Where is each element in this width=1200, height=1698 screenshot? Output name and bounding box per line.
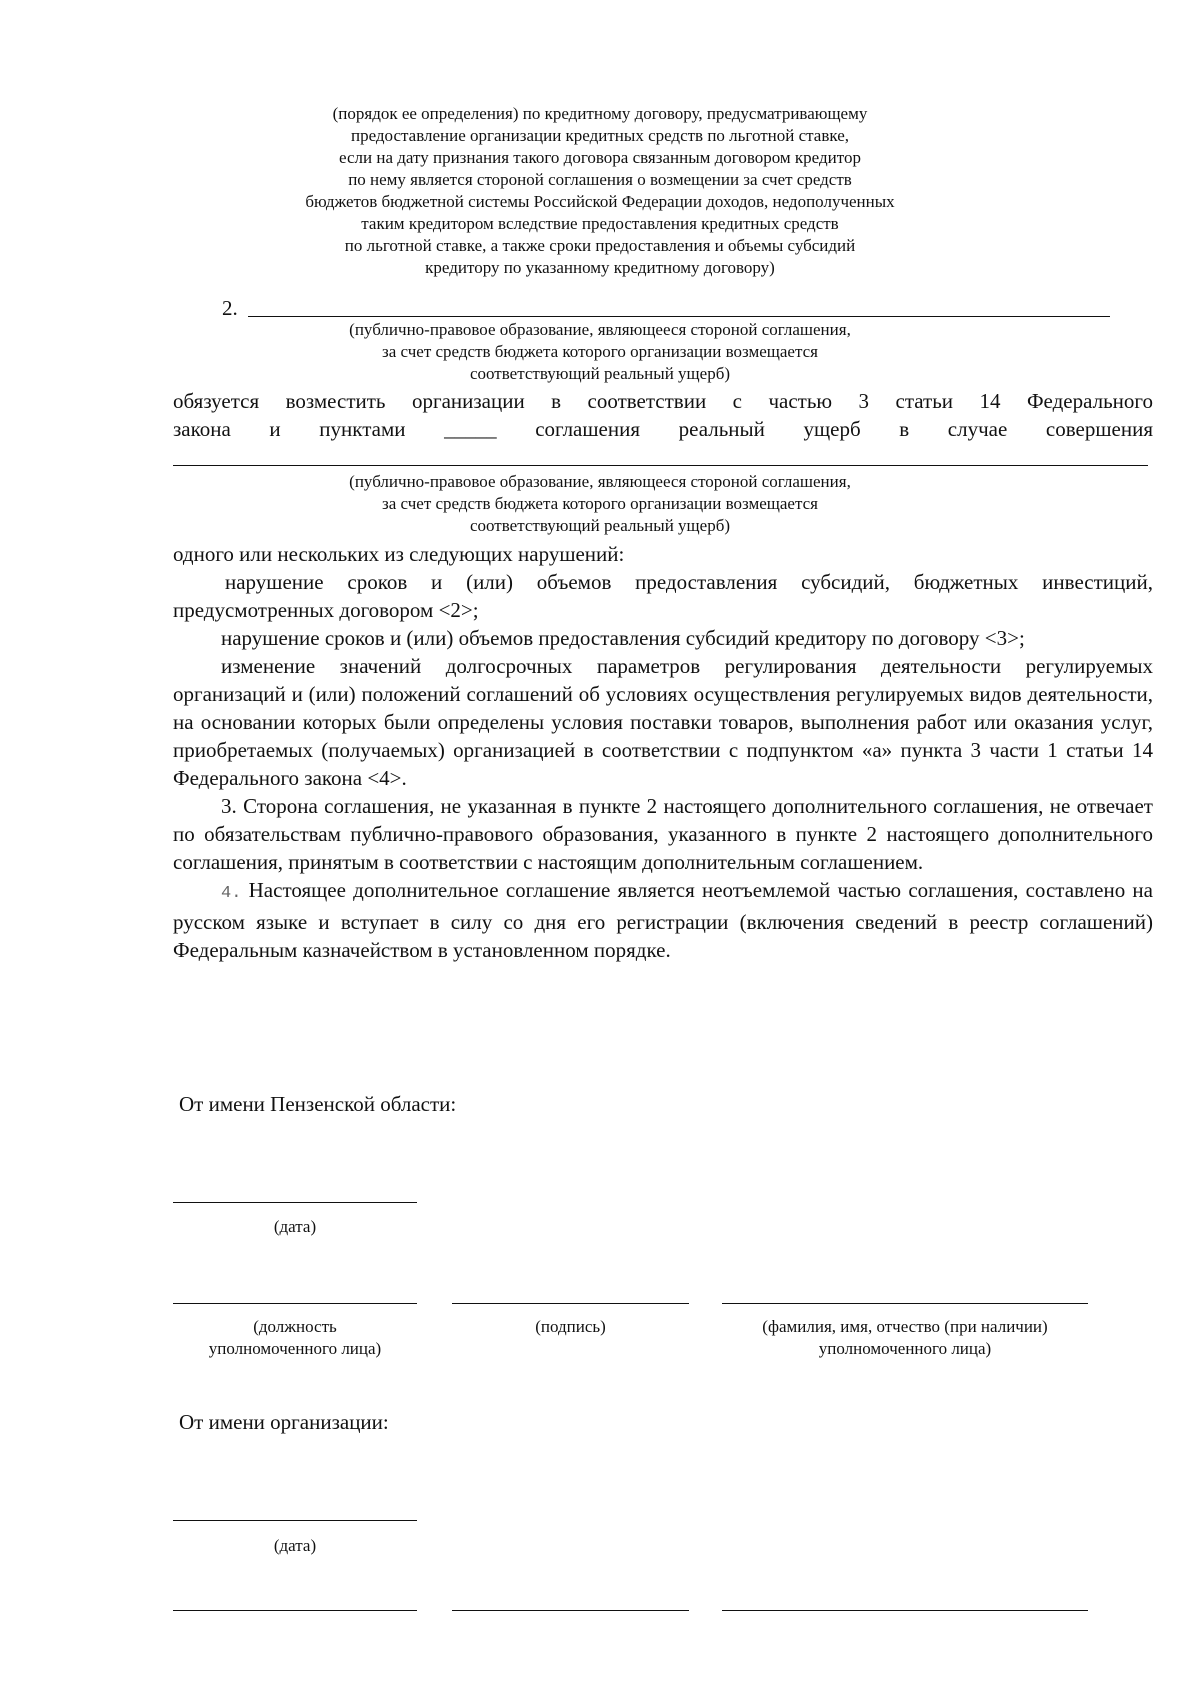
top-caption-line: таким кредитором вследствие предоставления кредитных средств <box>361 214 839 233</box>
violation-1: нарушение сроков и (или) объемов предоставления субсидий, бюджетных инвестиций, предусмотренных договором <2>; <box>173 570 1153 622</box>
top-caption-line: предоставление организации кредитных средств по льготной ставке, <box>350 126 850 145</box>
violation-2: нарушение сроков и (или) объемов предоставления субсидий кредитору по договору <3>; <box>221 626 1025 650</box>
obligation-line-1: обязуется возместить организации в соответствии с частью 3 статьи 14 Федерального <box>173 389 1153 413</box>
org-date-caption: (дата) <box>273 1536 317 1555</box>
org-position-line[interactable] <box>173 1610 417 1611</box>
item2-blank-line[interactable] <box>248 316 1110 317</box>
body-text <box>173 540 1153 964</box>
caption-public-entity-2 <box>340 471 860 537</box>
region-signature-line[interactable] <box>452 1303 689 1304</box>
org-name-line[interactable] <box>722 1610 1088 1611</box>
obligation-line-2: закона и пунктами _____ соглашения реальный ущерб в случае совершения <box>173 417 1153 441</box>
clause-4 <box>173 876 1153 964</box>
sign-heading-region: От имени Пензенской области: <box>179 1092 457 1116</box>
caption-line: (должность <box>253 1317 337 1336</box>
region-signature-caption: (подпись) <box>535 1317 606 1336</box>
region-name-line[interactable] <box>722 1303 1088 1304</box>
caption-line: за счет средств бюджета которого организации возмещается <box>382 342 818 361</box>
top-caption-line: бюджетов бюджетной системы Российской Федерации доходов, недополученных <box>305 192 895 211</box>
caption-line: соответствующий реальный ущерб) <box>469 364 730 383</box>
item2-number: 2. <box>222 296 238 320</box>
top-caption-line: по льготной ставке, а также сроки предоставления и объемы субсидий <box>344 236 856 255</box>
clause-3: 3. Сторона соглашения, не указанная в пункте 2 настоящего дополнительного соглашения, не отвечает по обязательствам публично-правового образования, указанного в пункте 2 настоящего дополнительного соглашения, принятым в соответствии с настоящим дополнительным соглашением. <box>173 794 1153 874</box>
top-caption-line: по нему является стороной соглашения о возмещении за счет средств <box>348 170 852 189</box>
violations-intro: одного или нескольких из следующих нарушений: <box>173 542 625 566</box>
region-position-caption <box>173 1316 417 1360</box>
region-position-line[interactable] <box>173 1303 417 1304</box>
clause-4-number: 4. <box>221 884 242 903</box>
caption-line: уполномоченного лица) <box>208 1339 382 1358</box>
region-name-caption <box>722 1316 1088 1360</box>
violation-3: изменение значений долгосрочных параметров регулирования деятельности регулируемых организаций и (или) положений соглашений об условиях осуществления регулируемых видов деятельности, на основании которых были определены условия поставки товаров, выполнения работ или оказания услуг, приобретаемых (получаемых) организацией в соответствии с подпунктом «а» пункта 3 части 1 статьи 14 Федерального закона <4>. <box>173 654 1153 790</box>
caption-public-entity-1 <box>340 319 860 385</box>
caption-line: соответствующий реальный ущерб) <box>469 516 730 535</box>
top-caption-line: (порядок ее определения) по кредитному договору, предусматривающему <box>332 104 868 123</box>
obligation-blank-line[interactable] <box>173 465 1148 466</box>
top-caption <box>240 103 960 279</box>
region-date-caption: (дата) <box>273 1217 317 1236</box>
clause-4-text: Настоящее дополнительное соглашение является неотъемлемой частью соглашения, составлено на русском языке и вступает в силу со дня его регистрации (включения сведений в реестр соглашений) Федеральным казначейством в установленном порядке. <box>173 878 1153 962</box>
org-signature-line[interactable] <box>452 1610 689 1611</box>
caption-line: за счет средств бюджета которого организации возмещается <box>382 494 818 513</box>
top-caption-line: кредитору по указанному кредитному договору) <box>425 258 775 277</box>
org-date-line[interactable] <box>173 1520 417 1521</box>
caption-line: (публично-правовое образование, являющееся стороной соглашения, <box>349 320 851 339</box>
caption-line: (публично-правовое образование, являющееся стороной соглашения, <box>349 472 851 491</box>
top-caption-line: если на дату признания такого договора связанным договором кредитор <box>339 148 861 167</box>
caption-line: (фамилия, имя, отчество (при наличии) <box>762 1317 1048 1336</box>
region-date-line[interactable] <box>173 1202 417 1203</box>
sign-heading-org: От имени организации: <box>179 1410 389 1434</box>
caption-line: уполномоченного лица) <box>818 1339 992 1358</box>
